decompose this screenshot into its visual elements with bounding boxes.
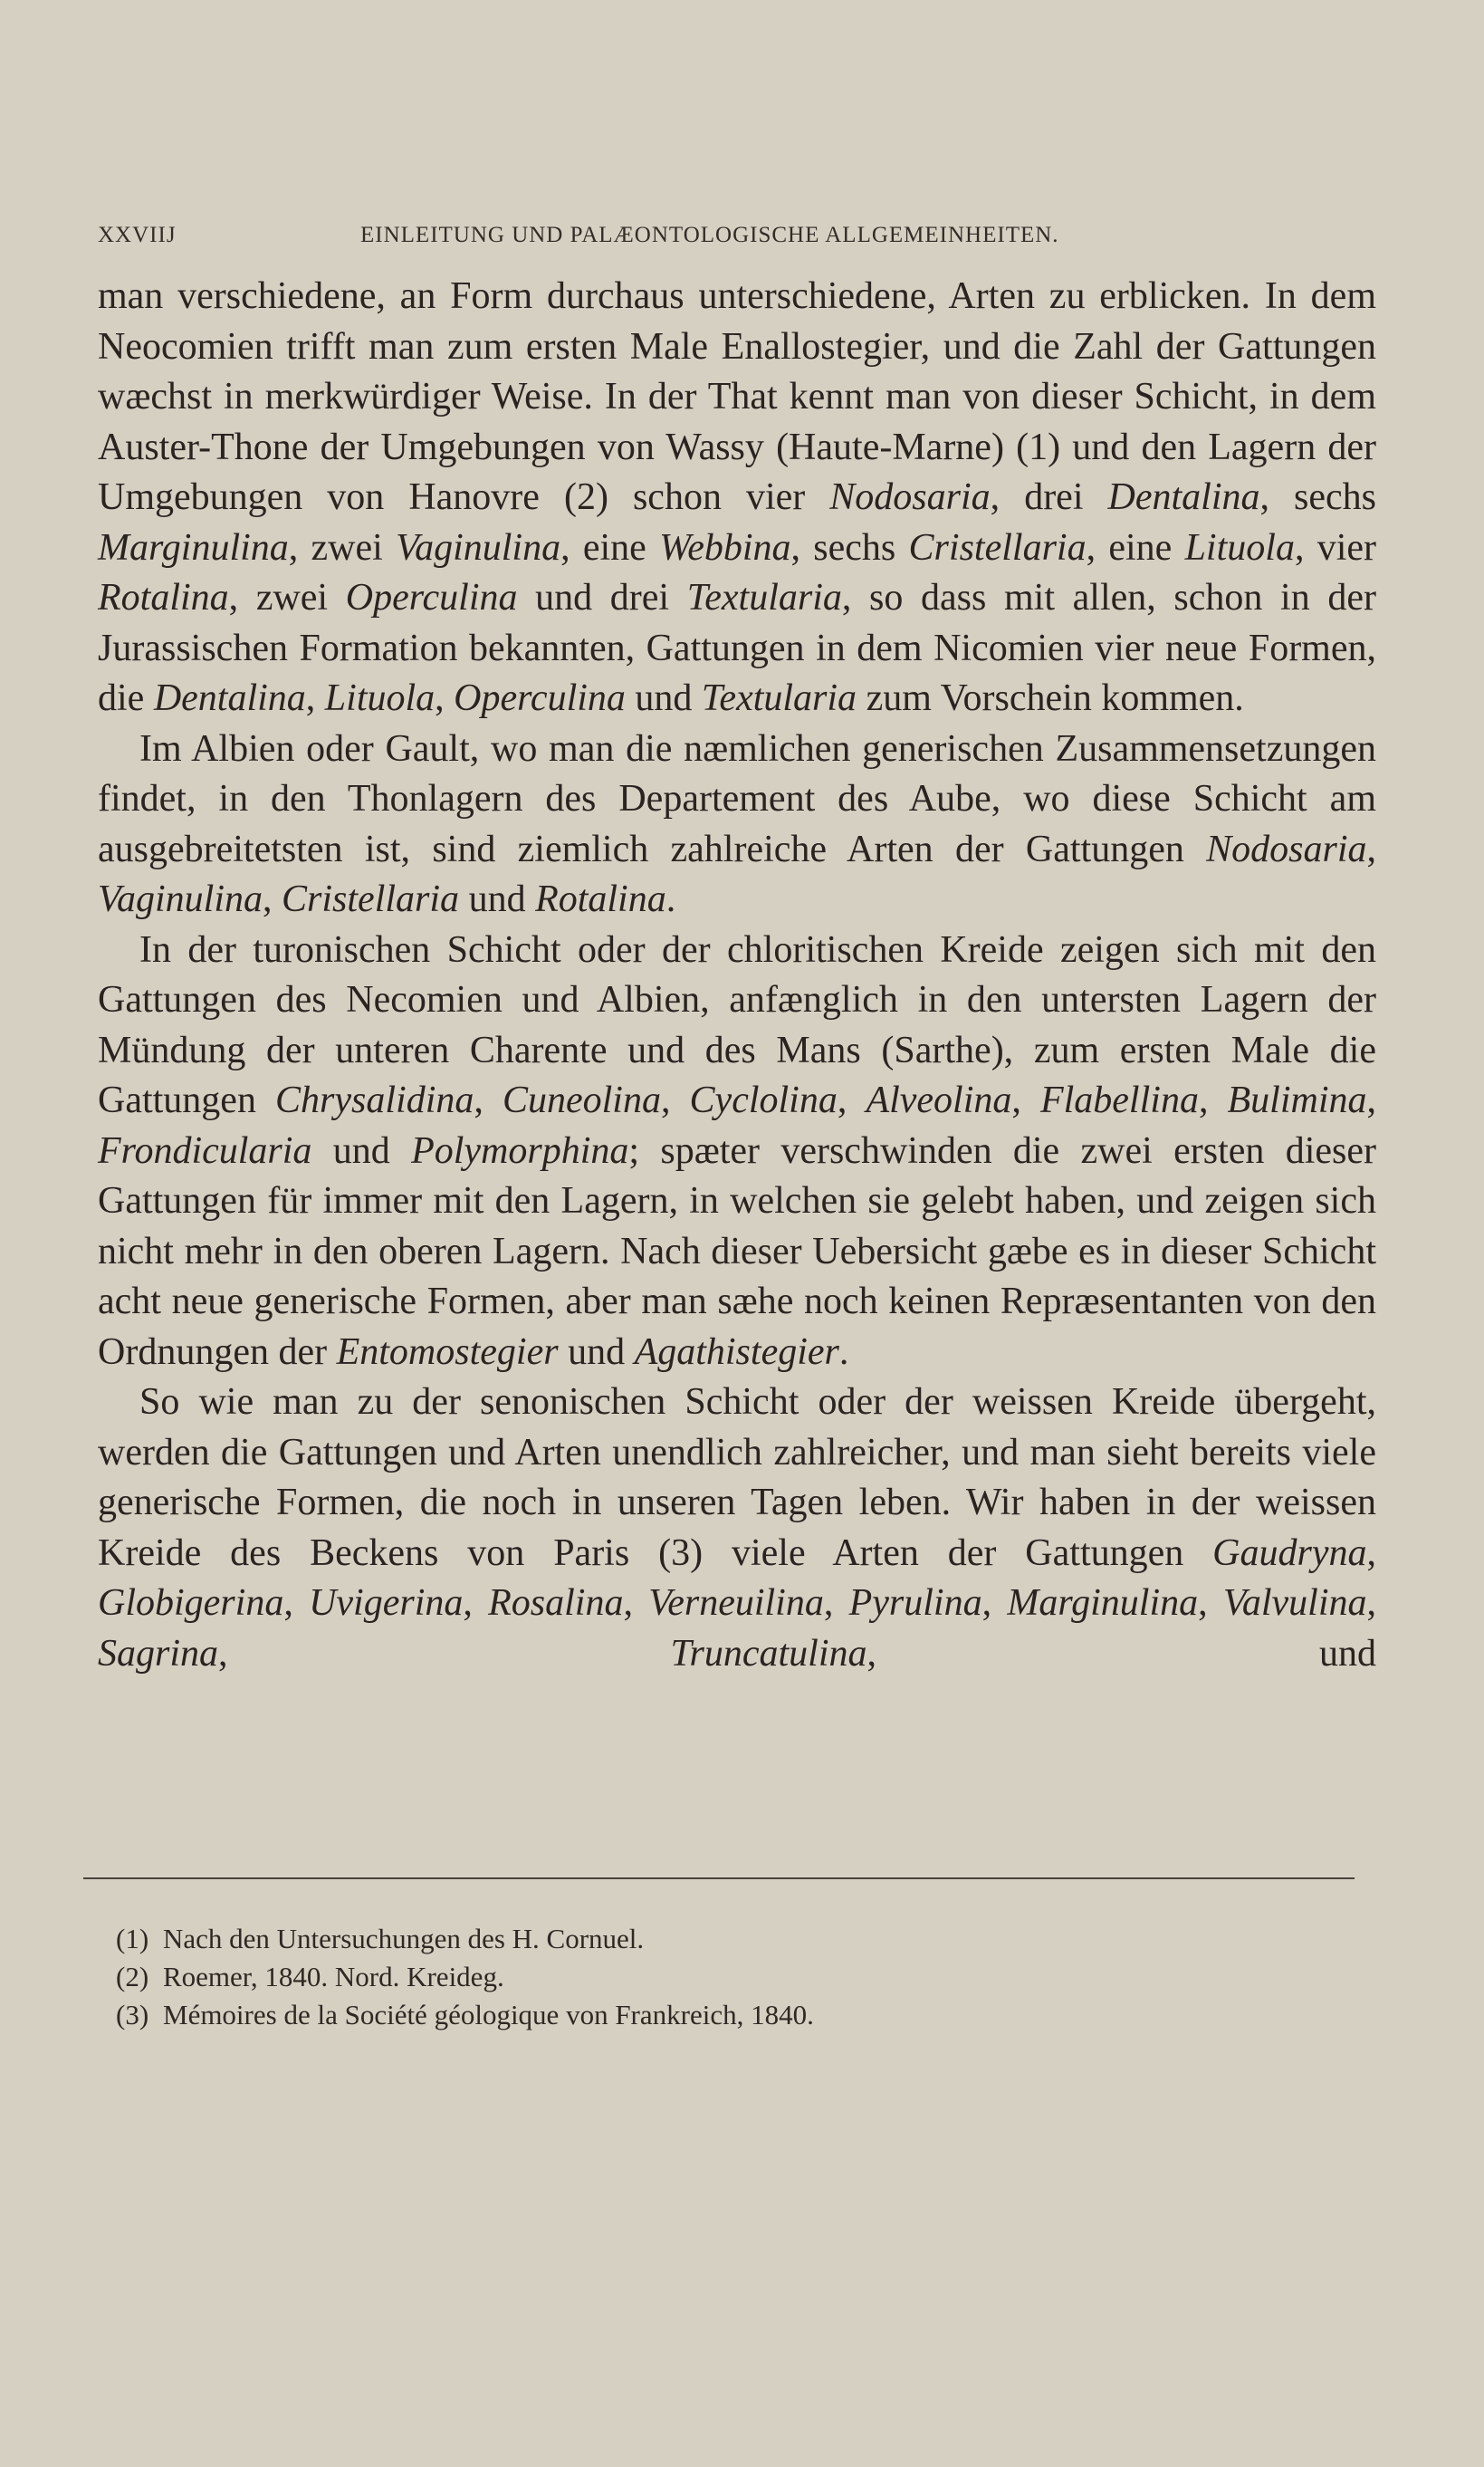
text-run: , [1366, 828, 1376, 870]
page-number: XXVIIJ [98, 223, 177, 247]
text-run: , [1011, 1080, 1040, 1121]
text-run: , [283, 1582, 310, 1624]
text-run: . [838, 1330, 849, 1373]
genus-name: Sagrina [98, 1632, 219, 1675]
text-run: zum Vorschein kommen. [857, 677, 1244, 719]
footnote-3 [116, 1996, 1202, 2034]
footnote-2 [116, 1958, 1202, 1996]
footnote-number: (2) [116, 1961, 149, 1992]
footnote-1 [116, 1920, 1202, 1958]
text-run: und [459, 878, 536, 920]
text-run: , so dass mit allen, schon in der Jurassischen Formation bekannten, Gattungen in dem Nicomien vier neue Formen, die [98, 577, 1376, 719]
text-run: , [837, 1080, 866, 1121]
genus-name: Globigerina [98, 1582, 284, 1624]
footnotes [116, 1920, 1202, 2034]
text-run: So wie man zu der senonischen Schicht oder der weissen Kreide übergeht, werden die Gattungen und Arten unendlich zahlreicher, und man sieht bereits viele generische Formen, die noch in unseren Tagen leben. Wir haben in der weissen Kreide des Beckens von Paris (3) viele Arten der Gattungen [98, 1381, 1376, 1574]
genus-name: Vaginulina [98, 878, 263, 920]
genus-name: Cristellaria [282, 878, 460, 920]
text-run: , [435, 677, 455, 719]
text-run: , sechs [790, 526, 909, 569]
text-run: , zwei [288, 526, 397, 569]
genus-name: Cristellaria [908, 526, 1087, 569]
text-run: , [263, 878, 282, 920]
text-run: , [1366, 1080, 1377, 1121]
genus-name: Textularia [701, 677, 857, 719]
text-run: , [305, 677, 325, 719]
genus-name: Vaginulina [396, 526, 561, 569]
footnote-divider [83, 1877, 1355, 1879]
text-run: , [660, 1080, 690, 1121]
genus-name: Cyclolina [689, 1080, 838, 1121]
genus-name: Agathistegier [634, 1330, 839, 1373]
paragraph-4 [98, 1377, 1376, 1679]
footnote-number: (3) [116, 1999, 149, 2030]
text-run: , [623, 1582, 649, 1624]
genus-name: Flabellina [1039, 1080, 1199, 1121]
body-text [98, 272, 1376, 1679]
genus-name: Gaudryna [1212, 1531, 1367, 1574]
genus-name: Textularia [686, 577, 842, 619]
genus-name: Cuneolina [502, 1080, 661, 1121]
text-run: , zwei [228, 577, 346, 619]
genus-name: Rotalina [98, 577, 229, 619]
paragraph-3 [98, 926, 1376, 1378]
footnote-number: (1) [116, 1923, 149, 1954]
genus-name: Nodosaria [829, 476, 991, 518]
genus-name: Dentalina [153, 677, 306, 719]
text-run: . [665, 878, 676, 920]
text-run: , eine [560, 526, 660, 569]
genus-name: Rotalina [535, 878, 666, 920]
text-run: Im Albien oder Gault, wo man die næmlichen generischen Zusammensetzungen findet, in den Thonlagern des Departement des Aube, wo diese Schicht am ausgebreitetsten ist, sind ziemlich zahlreiche Arten der Gattungen [98, 727, 1376, 870]
text-run: , [218, 1632, 671, 1675]
genus-name: Pyrulina [848, 1582, 982, 1624]
genus-name: Truncatulina [670, 1632, 867, 1675]
genus-name: Verneuilina [648, 1582, 824, 1624]
genus-name: Uvigerina [309, 1582, 464, 1624]
genus-name: Rosalina [488, 1582, 624, 1624]
genus-name: Operculina [454, 677, 626, 719]
text-run: , sechs [1259, 476, 1377, 518]
genus-name: Marginulina [1007, 1582, 1199, 1624]
genus-name: Lituola [1184, 526, 1295, 569]
text-run: , [1366, 1531, 1376, 1574]
paragraph-1 [98, 272, 1376, 725]
genus-name: Alveolina [866, 1080, 1012, 1121]
footnote-text: Nach den Untersuchungen des H. Cornuel. [163, 1923, 645, 1954]
genus-name: Bulimina [1227, 1080, 1367, 1121]
text-run: , drei [990, 476, 1108, 518]
text-run: man verschiedene, an Form durchaus unterschiedene, Arten zu erblicken. In dem Neocomien trifft man zum ersten Male Enallostegier, und die Zahl der Gattungen wæchst in merkwürdiger Weise. In der That kennt man von dieser Schicht, in dem Auster-Thone der Umgebungen von Wassy (Haute-Marne) (1) und den Lagern der Umgebungen von Hanovre (2) schon vier [98, 275, 1376, 518]
running-title: EINLEITUNG UND PALÆONTOLOGISCHE ALLGEMEINHEITEN. [360, 223, 1059, 247]
text-run: In der turonischen Schicht oder der chloritischen Kreide zeigen sich mit den Gattungen des Necomien und Albien, anfænglich in den untersten Lagern der Mündung der unteren Charente und des Mans (Sarthe), zum ersten Male die Gattungen [98, 928, 1376, 1121]
text-run: , [981, 1582, 1008, 1624]
text-run: , eine [1086, 526, 1185, 569]
text-run: , [1198, 1582, 1223, 1624]
text-run: ; spæter verschwinden die zwei ersten dieser Gattungen für immer mit den Lagern, in welchen sie gelebt haben, und zeigen sich nicht mehr in den oberen Lagern. Nach dieser Uebersicht gæbe es in dieser Schicht acht neue generische Formen, aber man sæhe noch keinen Repræsentanten von den Ordnungen der [98, 1129, 1376, 1373]
genus-name: Entomostegier [336, 1330, 559, 1373]
text-run: , vier [1294, 526, 1377, 569]
genus-name: Dentalina [1107, 476, 1260, 518]
genus-name: Marginulina [98, 526, 289, 569]
footnote-text: Roemer, 1840. Nord. Kreideg. [163, 1961, 504, 1992]
genus-name: Operculina [345, 577, 518, 619]
genus-name: Valvulina [1222, 1582, 1367, 1624]
text-run: und [311, 1129, 412, 1172]
genus-name: Webbina [659, 526, 791, 569]
text-run: , [463, 1582, 489, 1624]
text-run: , [474, 1080, 503, 1121]
genus-name: Frondicularia [98, 1129, 312, 1172]
genus-name: Lituola [324, 677, 436, 719]
footnote-text: Mémoires de la Société géologique von Frankreich, 1840. [163, 1999, 814, 2030]
genus-name: Nodosaria [1206, 828, 1367, 870]
text-run: und drei [517, 577, 687, 619]
text-run: , [1198, 1080, 1228, 1121]
text-run: und [625, 677, 702, 719]
genus-name: Chrysalidina [275, 1080, 474, 1121]
text-run: und [558, 1330, 635, 1373]
text-run: , [1366, 1582, 1377, 1624]
text-run: , [823, 1582, 849, 1624]
paragraph-2 [98, 725, 1376, 926]
genus-name: Polymorphina [411, 1129, 629, 1172]
text-run: , und [866, 1632, 1376, 1675]
